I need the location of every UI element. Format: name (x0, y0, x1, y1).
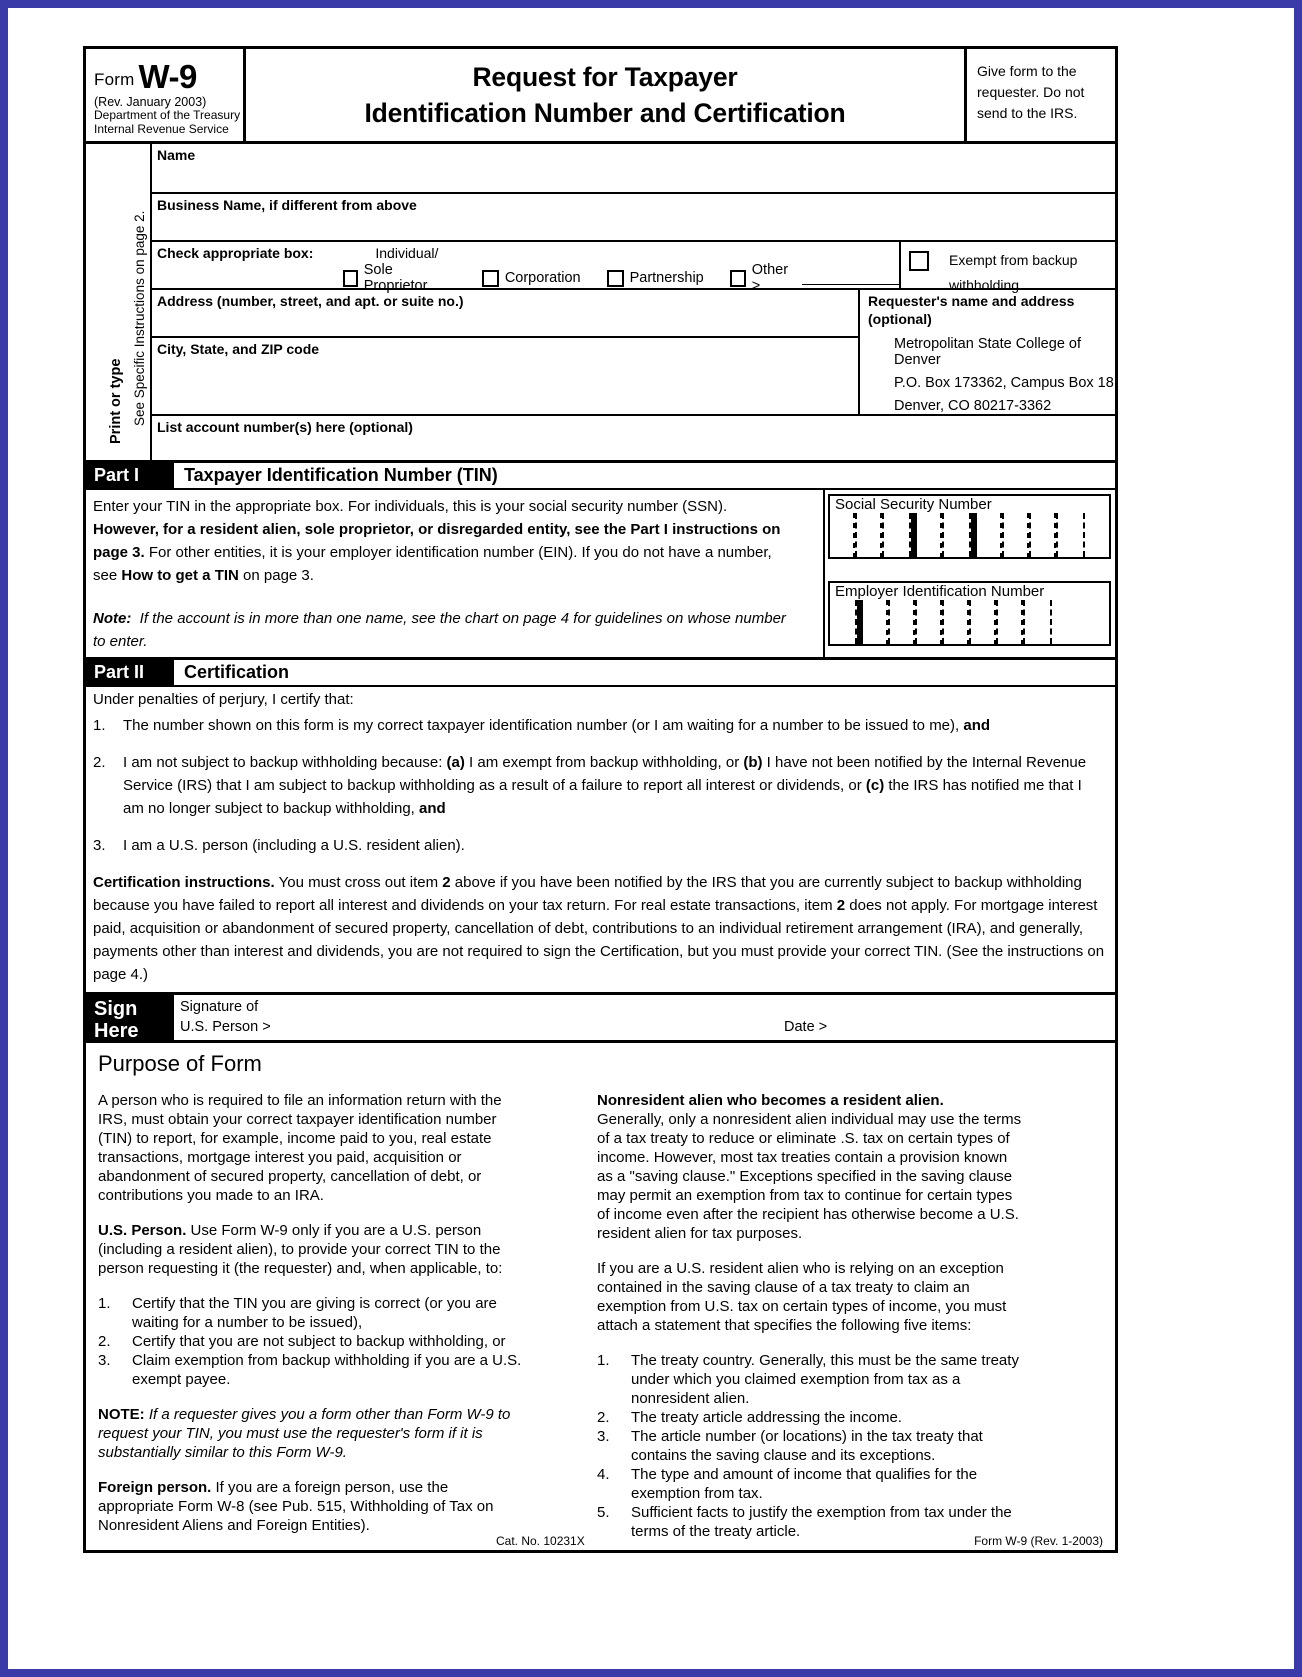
purpose-of-form-title: Purpose of Form (98, 1051, 262, 1076)
list-item-number: 4. (597, 1466, 610, 1483)
nonresident-alien-paragraph (597, 1091, 1022, 1243)
list-item (98, 1351, 523, 1389)
note-paragraph-text: If a requester gives you a form other than Form W-9 to request your TIN, you must use the requester's form if it is substantially similar to this Form W-9. (98, 1406, 511, 1461)
note-label: Note: (93, 610, 132, 627)
foreign-person-paragraph (98, 1478, 523, 1535)
tin-instruction-line-1: Enter your TIN in the appropriate box. For individuals, this is your social security number (SSN). (93, 498, 728, 515)
name-field[interactable] (152, 144, 1115, 194)
department-line-2: Internal Revenue Service (94, 121, 229, 136)
business-name-label: Business Name, if different from above (157, 197, 417, 213)
part-1-body (83, 490, 1118, 660)
signature-label-line-2: U.S. Person > (180, 1019, 271, 1035)
certification-item-1 (93, 714, 1105, 737)
certification-item-1-and: and (963, 717, 991, 734)
ein-label: Employer Identification Number (835, 583, 1045, 600)
requester-line-2: P.O. Box 173362, Campus Box 18 (894, 375, 1114, 391)
ssn-label: Social Security Number (835, 496, 992, 513)
form-header (83, 46, 1118, 144)
requester-label: Requester's name and address (optional) (868, 293, 1075, 327)
list-item-text: The treaty article addressing the income. (631, 1409, 902, 1426)
how-to-get-tin-post: on page 3. (238, 567, 314, 584)
corporation-label: Corporation (504, 270, 581, 286)
partnership-option[interactable] (607, 270, 704, 287)
entity-type-row (152, 242, 1115, 294)
address-requester-row (152, 290, 1115, 416)
list-item-text: The treaty country. Generally, this must be the same treaty under which you claimed exemption from tax as a nonresident alien. (631, 1352, 1019, 1407)
part-1-instructions (86, 490, 823, 657)
see-instructions-label: See Specific Instructions on page 2. (132, 210, 147, 426)
part-2-title: Certification (174, 660, 1115, 685)
form-title-line-1: Request for Taxpayer (472, 61, 738, 92)
how-to-get-tin-pre: see (93, 567, 122, 584)
sign-here-line-1: Sign (94, 998, 138, 1020)
exempt-from-backup-withholding-option[interactable] (899, 242, 1115, 293)
nonresident-alien-text: Generally, only a nonresident alien individual may use the terms of a tax treaty to reduce or eliminate .S. tax on certain types of income. However, most tax treaties contain a provision known as a "saving clause." Exceptions specified in the saving clause may permit an exemption from tax to continue for certain types of income even after the recipient has otherwise become a U.S. resident alien for tax purposes. (597, 1111, 1022, 1242)
partnership-label: Partnership (629, 270, 704, 286)
w9-form-sheet (83, 46, 1118, 1548)
sole-proprietor-label: Sole Proprietor (363, 262, 428, 294)
sign-here-line-2: Here (94, 1020, 139, 1042)
certification-item-2-text: I am not subject to backup withholding because: (a) I am exempt from backup withholding, or (b) I have not been notified by the Internal Revenue Service (IRS) that I am subject to backup withholding as a result of a failure to report all interest or dividends, or (c) the IRS has notified me that I am no longer subject to backup withholding, and (123, 754, 1087, 817)
list-item (597, 1427, 1022, 1465)
list-item-text: Certify that the TIN you are giving is correct (or you are waiting for a number to be issued), (132, 1295, 497, 1331)
list-item (98, 1294, 523, 1332)
taxpayer-info-block (83, 144, 1118, 463)
list-item-number: 2. (98, 1333, 111, 1350)
certification-item-3-number: 3. (93, 837, 106, 854)
partnership-checkbox[interactable] (607, 270, 624, 287)
ssn-box[interactable] (828, 494, 1111, 559)
certification-item-1-number: 1. (93, 717, 106, 734)
list-item (98, 1332, 523, 1351)
certification-instructions (93, 871, 1105, 986)
other-checkbox[interactable] (730, 270, 746, 287)
tin-instruction-line-4 (93, 564, 815, 587)
form-footer (98, 1534, 1103, 1548)
catalog-number: Cat. No. 10231X (496, 1534, 585, 1548)
sign-here-label (86, 995, 174, 1040)
department-line-1: Department of the Treasury (94, 108, 241, 122)
list-item-number: 3. (98, 1352, 111, 1369)
exempt-checkbox[interactable] (909, 251, 929, 271)
list-item (597, 1465, 1022, 1503)
part-1-number: Part I (86, 463, 174, 488)
corporation-option[interactable] (482, 270, 581, 287)
signature-label-line-1: Signature of (180, 999, 259, 1015)
tin-entry-boxes (823, 490, 1115, 657)
us-person-list (98, 1294, 523, 1389)
certification-intro: Under penalties of perjury, I certify that: (93, 691, 354, 708)
note-paragraph (98, 1405, 523, 1462)
foreign-person-text: If you are a foreign person, use the appropriate Form W-8 (see Pub. 515, Withholding of Tax on Nonresident Aliens and Foreign Entities). (98, 1479, 494, 1534)
account-numbers-label: List account number(s) here (optional) (157, 419, 413, 435)
list-item-number: 1. (98, 1295, 111, 1312)
address-label: Address (number, street, and apt. or suite no.) (157, 293, 464, 309)
ein-box[interactable] (828, 581, 1111, 646)
sole-proprietor-checkbox[interactable] (343, 270, 358, 287)
form-title-line-2: Identification Number and Certification (364, 97, 846, 128)
list-item (597, 1408, 1022, 1427)
note-paragraph-label: NOTE: (98, 1406, 145, 1423)
tin-instruction-line-3 (93, 541, 815, 564)
city-state-zip-field[interactable] (152, 338, 858, 388)
instructions-section (83, 1043, 1118, 1553)
form-revision: (Rev. January 2003) (94, 95, 207, 109)
foreign-person-label: Foreign person. (98, 1479, 212, 1496)
give-form-note: Give form to the requester. Do not send to the IRS. (977, 63, 1085, 121)
us-person-text: Use Form W-9 only if you are a U.S. person (including a resident alien), to provide your correct TIN to the person requesting it (the requester) and, when applicable, to: (98, 1222, 503, 1277)
list-item-number: 3. (597, 1428, 610, 1445)
certification-instructions-label: Certification instructions. (93, 874, 275, 891)
name-label: Name (157, 147, 196, 163)
tin-instruction-line-2: However, for a resident alien, sole proprietor, or disregarded entity, see the Part I instructions on (93, 521, 781, 538)
other-label: Other > (751, 262, 789, 294)
entity-type-checkboxes (152, 242, 899, 294)
certification-item-2 (93, 751, 1105, 820)
part-1-title: Taxpayer Identification Number (TIN) (174, 463, 1115, 488)
part-2-body (83, 687, 1118, 995)
address-column (152, 290, 860, 414)
other-entity-input[interactable] (802, 272, 899, 285)
part-2-bar (83, 660, 1118, 687)
form-fields (152, 144, 1115, 460)
nonresident-alien-label: Nonresident alien who becomes a resident alien. (597, 1092, 944, 1109)
instructions-left-column (98, 1091, 523, 1557)
list-item-text: The article number (or locations) in the tax treaty that contains the saving clause and its exceptions. (631, 1428, 983, 1464)
note-text: If the account is in more than one name, see the chart on page 4 for guidelines on whose number (139, 610, 786, 627)
form-word: Form (94, 70, 135, 89)
exempt-label-line-1: Exempt from backup (949, 252, 1078, 268)
print-or-type-label: Print or type (108, 358, 124, 444)
form-number-line (94, 55, 243, 93)
certification-item-3 (93, 834, 1105, 857)
ssn-grid[interactable] (830, 513, 1109, 557)
corporation-checkbox[interactable] (482, 270, 499, 287)
individual-label: Individual/ (375, 245, 439, 261)
address-field[interactable] (152, 290, 858, 338)
check-appropriate-box-label: Check appropriate box: (157, 245, 314, 261)
form-title-block (246, 49, 967, 141)
part-1-bar (83, 463, 1118, 490)
list-item-text: The type and amount of income that qualifies for the exemption from tax. (631, 1466, 978, 1502)
ein-grid[interactable] (830, 600, 1109, 644)
page-3-ref: page 3. (93, 544, 145, 561)
how-to-get-tin-link: How to get a TIN (121, 567, 239, 584)
list-item-text: Claim exemption from backup withholding if you are a U.S. exempt payee. (132, 1352, 522, 1388)
certification-item-1-main: The number shown on this form is my correct taxpayer identification number (or I am waiting for a number to be issued to me), (123, 717, 964, 734)
form-revision-footer: Form W-9 (Rev. 1-2003) (974, 1534, 1103, 1548)
form-identity-block (86, 49, 246, 141)
signature-row (83, 995, 1118, 1043)
requester-block (860, 290, 1115, 414)
part-2-number: Part II (86, 660, 174, 685)
date-label: Date > (784, 1019, 828, 1035)
purpose-paragraph: A person who is required to file an information return with the IRS, must obtain your correct taxpayer identification number (TIN) to report, for example, income paid to you, real estate transactions, mortgage interest you paid, acquisition or abandonment of secured property, cancellation of debt, or contributions you made to an IRA. (98, 1092, 502, 1204)
certification-item-1-text (123, 714, 1105, 737)
instructions-right-column (597, 1091, 1022, 1557)
resident-alien-treaty-paragraph: If you are a U.S. resident alien who is relying on an exception contained in the saving clause of a tax treaty to claim an exemption from U.S. tax on certain types of income, you must attach a statement that specifies the following five items: (597, 1260, 1007, 1334)
requester-line-3: Denver, CO 80217-3362 (894, 398, 1052, 414)
certification-instructions-text: You must cross out item 2 above if you have been notified by the IRS that you are currently subject to backup withholding because you have failed to report all interest and dividends on your tax return. For real estate transactions, item 2 does not apply. For mortgage interest paid, acquisition or abandonment of secured property, cancellation of debt, contributions to an individual retirement arrangement (IRA), and generally, payments other than interest and dividends, you are not required to sign the Certification, but you must provide your correct TIN. (See the instructions on page 4.) (93, 874, 1105, 983)
account-numbers-field[interactable] (152, 416, 1115, 460)
certification-item-2-number: 2. (93, 754, 106, 771)
sidebar-vertical-labels (86, 144, 152, 460)
list-item-text: Sufficient facts to justify the exemption from tax under the terms of the treaty article. (631, 1504, 1012, 1540)
tin-instruction-line-3-rest: For other entities, it is your employer identification number (EIN). If you do not have a number, (144, 544, 772, 561)
business-name-field[interactable] (152, 194, 1115, 242)
city-state-zip-label: City, State, and ZIP code (157, 341, 320, 357)
form-number: W-9 (138, 58, 197, 95)
us-person-label: U.S. Person. (98, 1222, 187, 1239)
signature-fields[interactable] (174, 995, 1115, 1040)
requester-line-1: Metropolitan State College of Denver (894, 336, 1081, 368)
treaty-items-list (597, 1351, 1022, 1541)
list-item-number: 2. (597, 1409, 610, 1426)
list-item-text: Certify that you are not subject to backup withholding, or (132, 1333, 506, 1350)
list-item-number: 1. (597, 1352, 610, 1369)
tin-note-line-2: to enter. (93, 633, 148, 650)
us-person-paragraph (98, 1221, 523, 1278)
exempt-label-line-2: withholding (949, 277, 1020, 293)
list-item (597, 1351, 1022, 1408)
tin-note-line-1 (93, 607, 815, 630)
list-item-number: 5. (597, 1504, 610, 1521)
certification-item-3-text: I am a U.S. person (including a U.S. resident alien). (123, 837, 465, 854)
